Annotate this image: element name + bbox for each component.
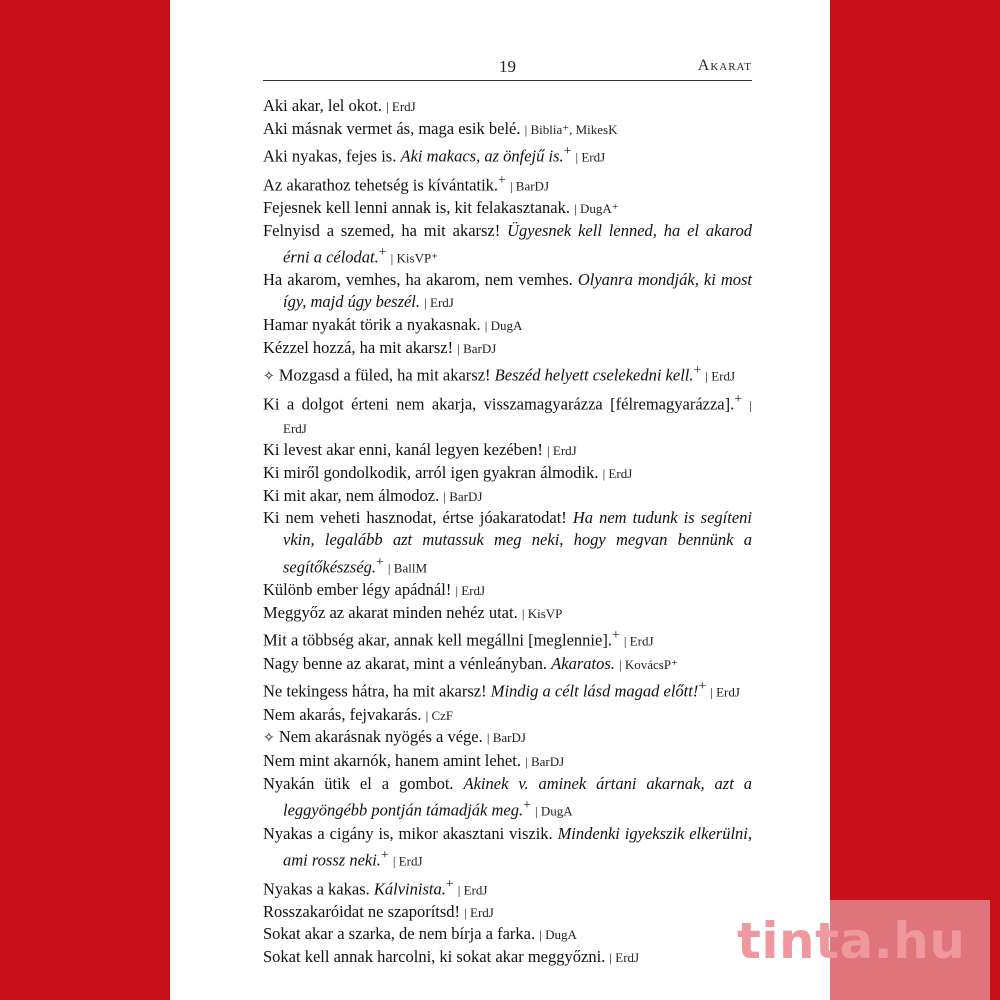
source-reference: | ErdJ (386, 99, 416, 114)
source-reference: | BarDJ (509, 178, 550, 194)
plus-mark: + (498, 171, 506, 187)
plus-mark: + (734, 391, 742, 407)
proverb-text: Nem akarásnak nyögés a vége. (278, 727, 483, 747)
proverb-meaning: Olyanra mondják, ki most így, majd úgy beszél. (283, 270, 753, 312)
proverb-text: Ki miről gondolkodik, arról igen gyakran álmodik. (263, 463, 599, 483)
watermark-logo: tinta.hu (737, 912, 966, 970)
source-reference: | ErdJ (602, 466, 633, 482)
proverb-text: Sokat akar a szarka, de nem bírja a farka. (263, 924, 536, 944)
proverb-entry (263, 901, 752, 924)
proverb-entry (263, 946, 752, 969)
source-reference: | ErdJ (623, 633, 654, 649)
proverb-entry (263, 197, 752, 220)
proverb-meaning: Mindenki igyekszik elkerülni, ami rossz neki. (283, 823, 752, 870)
proverb-entry (263, 169, 752, 197)
proverb-entry (263, 653, 752, 676)
proverb-text: Aki másnak vermet ás, maga esik belé. (263, 118, 521, 138)
proverb-text: Nem mint akarnók, hanem amint lehet. (263, 750, 521, 770)
source-reference: | ErdJ (547, 443, 577, 459)
source-reference: | DugA (484, 317, 523, 333)
source-reference: | BallM (387, 560, 427, 576)
proverb-text: Felnyisd a szemed, ha mit akarsz! (263, 220, 501, 240)
proverb-text: Sokat kell annak harcolni, ki sokat akar meggyőzni. (263, 947, 606, 967)
source-reference: | ErdJ (705, 368, 736, 384)
plus-mark: + (378, 244, 387, 260)
proverb-meaning: Akaratos. (551, 653, 615, 673)
plus-mark: + (380, 847, 389, 863)
proverb-text: Az akarathoz tehetség is kívántatik. (263, 175, 499, 195)
proverb-text: Ki levest akar enni, kanál legyen kezében! (263, 440, 543, 460)
proverb-entry (263, 750, 752, 773)
section-title: Akarat (697, 57, 752, 74)
proverb-text: Ki mit akar, nem álmodoz. (263, 485, 440, 505)
proverb-entry (263, 507, 752, 579)
source-reference: | DugA (539, 927, 577, 943)
source-reference: | ErdJ (392, 853, 423, 869)
proverb-text: Nyakas a cigány is, mikor akasztani viszik. (263, 823, 553, 843)
proverb-text: Mit a többség akar, annak kell megállni [meglennie]. (263, 630, 612, 650)
plus-mark: + (611, 627, 620, 643)
proverb-entry (263, 602, 752, 625)
source-reference: | ErdJ (710, 684, 740, 700)
proverb-entry (263, 624, 752, 652)
marker-icon: ✧ (263, 731, 275, 747)
proverb-text: Nyakán ütik el a gombot. (263, 773, 454, 793)
proverb-entry (263, 675, 752, 703)
proverb-entry (263, 95, 752, 118)
proverb-meaning: Ügyesnek kell lenned, ha el akarod érni a célodat. (283, 220, 753, 267)
proverb-text: Hamar nyakát törik a nyakasnak. (263, 314, 481, 334)
proverb-text: Meggyőz az akarat minden nehéz utat. (263, 602, 518, 622)
source-reference: | CzF (425, 707, 454, 723)
proverb-meaning: Akinek v. aminek ártani akarnak, azt a leggyöngébb pontján támadják meg. (283, 773, 753, 820)
source-reference: | ErdJ (575, 149, 606, 165)
plus-mark: + (376, 553, 384, 569)
proverb-entry (263, 773, 752, 823)
proverb-text: Ha akarom, vemhes, ha akarom, nem vemhes. (263, 270, 573, 290)
source-reference: | DugA⁺ (574, 200, 619, 216)
marker-icon: ✧ (263, 369, 275, 385)
proverb-entry (263, 873, 752, 901)
book-page (170, 0, 830, 1000)
source-reference: | BarDJ (525, 753, 565, 769)
page-number: 19 (499, 57, 516, 76)
source-reference: | KisVP⁺ (390, 250, 439, 266)
plus-mark: + (693, 362, 702, 378)
plus-mark: + (698, 678, 707, 694)
proverb-text: Mozgasd a füled, ha mit akarsz! (278, 365, 491, 385)
proverb-text: Aki akar, lel okot. (263, 96, 382, 115)
proverb-meaning: Mindig a célt lásd magad előtt! (490, 681, 699, 701)
proverb-entry (263, 923, 752, 946)
proverb-entry (263, 337, 752, 360)
source-reference: | ErdJ (609, 950, 640, 966)
source-reference: | ErdJ (424, 295, 454, 311)
plus-mark: + (445, 875, 454, 891)
proverb-meaning: Aki makacs, az önfejű is. (400, 146, 564, 166)
proverb-list (263, 95, 752, 969)
proverb-entry (263, 140, 752, 168)
proverb-entry (263, 823, 752, 873)
proverb-entry (263, 388, 752, 439)
proverb-entry (263, 220, 752, 270)
proverb-text: Ne tekingess hátra, ha mit akarsz! (263, 681, 487, 701)
source-reference: | ErdJ (457, 882, 488, 897)
source-reference: | BarDJ (486, 730, 526, 746)
page-header (263, 56, 752, 81)
proverb-text: Ki nem veheti hasznodat, értse jóakaratodat! (263, 508, 567, 528)
proverb-entry (263, 118, 752, 141)
proverb-entry (263, 359, 752, 388)
source-reference: | KovácsP⁺ (619, 656, 678, 672)
source-reference: | BarDJ (443, 488, 483, 504)
proverb-entry (263, 485, 752, 508)
source-reference: | ErdJ (464, 904, 494, 920)
source-reference: | ErdJ (455, 583, 486, 599)
source-reference: | BarDJ (457, 340, 497, 356)
proverb-entry (263, 269, 752, 313)
proverb-text: Kézzel hozzá, ha mit akarsz! (263, 337, 454, 357)
plus-mark: + (563, 143, 572, 159)
proverb-text: Ki a dolgot érteni nem akarja, visszamagyarázza [félremagyarázza]. (263, 394, 735, 414)
proverb-text: Különb ember légy apádnál! (263, 580, 452, 600)
proverb-text: Nem akarás, fejvakarás. (263, 704, 422, 724)
proverb-entry (263, 726, 752, 750)
proverb-text: Fejesnek kell lenni annak is, kit felakasztanak. (263, 197, 570, 217)
proverb-entry (263, 439, 752, 462)
proverb-text: Nagy benne az akarat, mint a vénleányban. (263, 653, 548, 673)
source-reference: | Biblia⁺, MikesK (524, 121, 618, 137)
plus-mark: + (523, 797, 531, 813)
proverb-entry (263, 314, 752, 337)
proverb-entry (263, 462, 752, 485)
proverb-text: Nyakas a kakas. (263, 879, 370, 898)
proverb-meaning: Kálvinista. (373, 879, 446, 898)
proverb-entry (263, 579, 752, 602)
proverb-text: Rosszakaróidat ne szaporítsd! (263, 901, 461, 921)
source-reference: | KisVP (521, 605, 563, 621)
proverb-meaning: Beszéd helyett cselekedni kell. (494, 365, 694, 385)
source-reference: | DugA (535, 803, 573, 819)
proverb-entry (263, 704, 752, 727)
source-reference: | ErdJ (283, 397, 752, 436)
proverb-text: Aki nyakas, fejes is. (263, 146, 397, 166)
proverb-meaning: Ha nem tudunk is segíteni vkin, legalább azt mutassuk meg neki, hogy megvan bennünk a segítőkészség. (283, 508, 753, 577)
